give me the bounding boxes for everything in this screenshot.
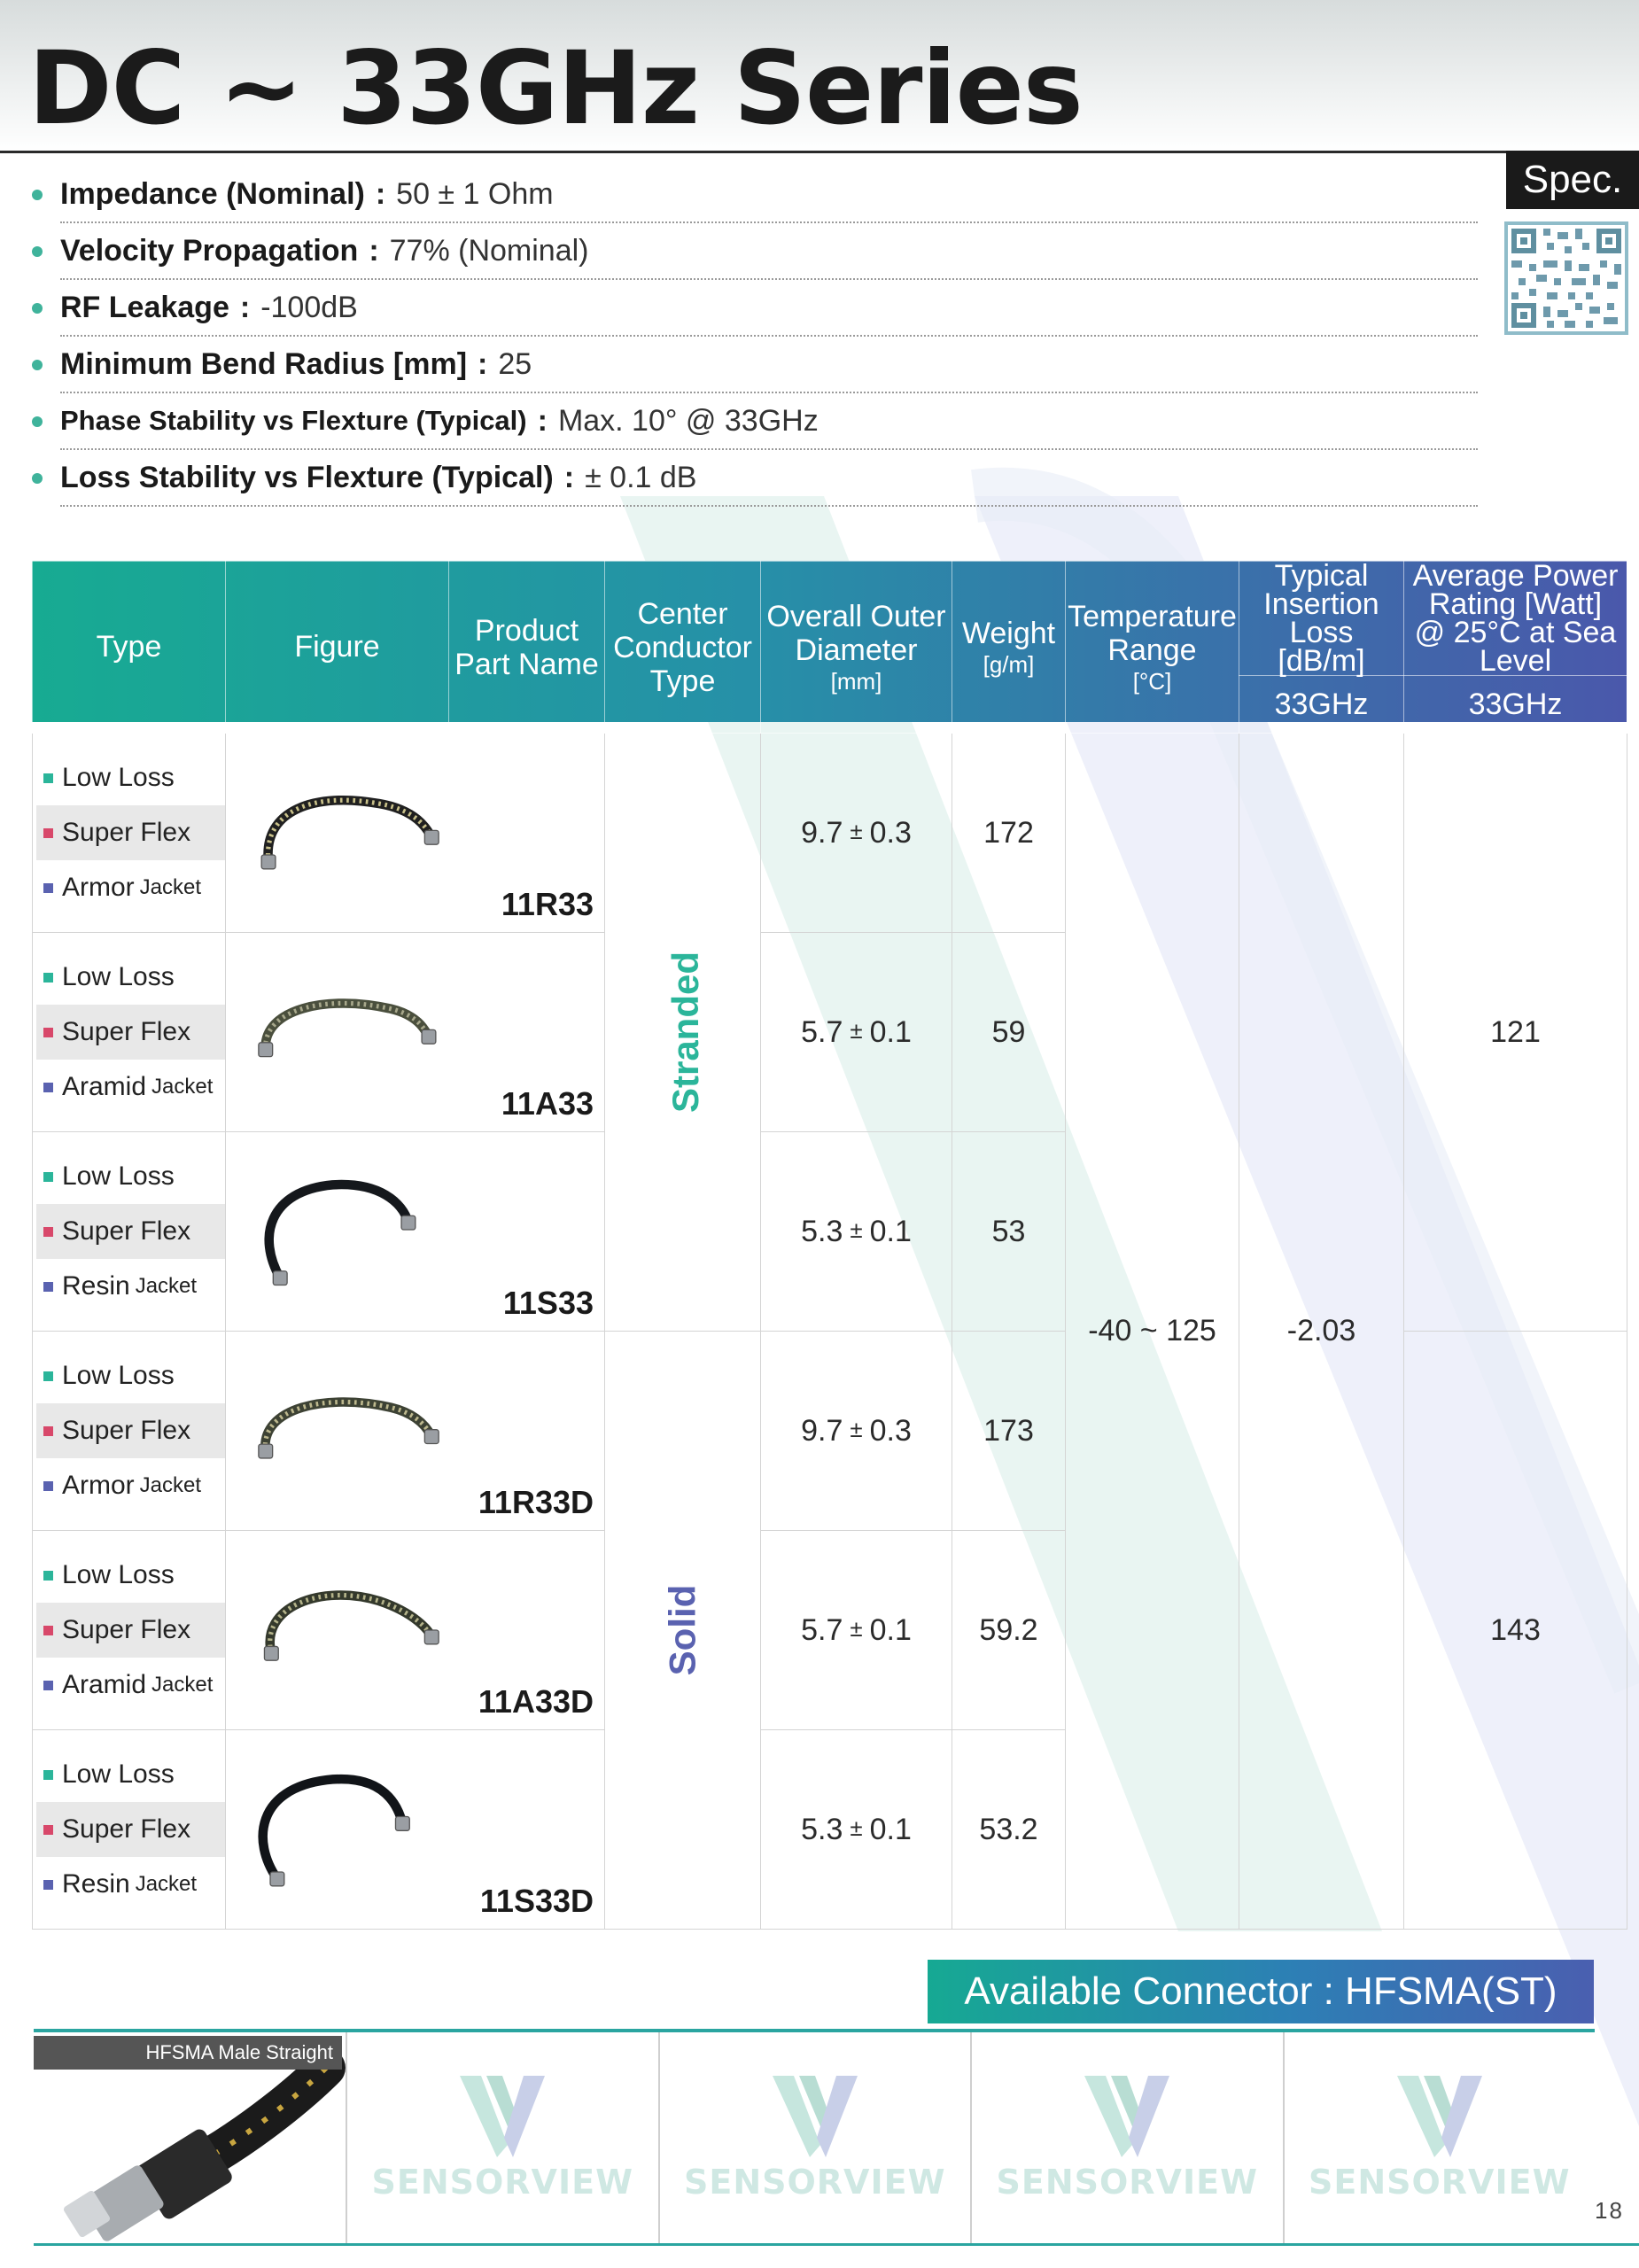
- type-text: Aramid: [62, 1072, 147, 1101]
- temperature-cell: -40 ~ 125: [1066, 734, 1239, 1930]
- tolerance-value: 0.1: [869, 1612, 912, 1647]
- type-cell: [33, 933, 226, 1132]
- type-line: [36, 950, 225, 1005]
- spec-item-velocity: [60, 223, 1478, 280]
- spec-separator: :: [239, 290, 251, 324]
- header-outer-diameter: [761, 562, 952, 734]
- header-type: Type: [33, 562, 226, 734]
- plus-minus-icon: ±: [850, 1614, 863, 1642]
- sensorview-watermark: SENSORVIEW: [371, 2163, 633, 2202]
- figure-cell[interactable]: [226, 1132, 605, 1332]
- figure-cell[interactable]: [226, 1730, 605, 1930]
- diameter-value: 5.7: [801, 1014, 843, 1049]
- title-divider: [0, 151, 1639, 153]
- type-line: [36, 1060, 225, 1115]
- header-product-part-name: [449, 562, 605, 734]
- type-line: [36, 1259, 225, 1314]
- header-text: Insertion Loss: [1263, 587, 1379, 649]
- tolerance-value: 0.1: [869, 1812, 912, 1846]
- type-text: Low Loss: [62, 1361, 175, 1390]
- square-bullet-icon: [43, 1172, 53, 1182]
- type-text: Super Flex: [62, 1416, 191, 1445]
- type-text: Low Loss: [62, 1161, 175, 1191]
- cable-image: [228, 935, 449, 1130]
- connector-end: [401, 1216, 416, 1230]
- type-line: [36, 860, 225, 915]
- header-text: Overall Outer: [766, 599, 946, 633]
- cable-image: [228, 1533, 449, 1728]
- cable-body: [265, 1402, 431, 1452]
- qr-code-icon[interactable]: [1504, 221, 1628, 335]
- conductor-label: Stranded: [664, 951, 707, 1114]
- outer-diameter-cell: [761, 1332, 952, 1531]
- connector-end: [395, 1817, 409, 1831]
- header-text: Rating [Watt]: [1428, 587, 1603, 621]
- conductor-label: Solid: [661, 1584, 703, 1676]
- type-text: Resin: [62, 1869, 130, 1899]
- type-line: [36, 1548, 225, 1603]
- connector-end: [424, 830, 439, 844]
- cable-body: [268, 800, 432, 862]
- type-text: Resin: [62, 1271, 130, 1301]
- bullet-icon: [32, 190, 43, 200]
- spec-item-bend-radius: [60, 337, 1478, 393]
- connector-placeholder: [1285, 2032, 1596, 2245]
- connector-end: [273, 1271, 287, 1285]
- figure-cell[interactable]: [226, 1531, 605, 1730]
- weight-cell: 59.2: [952, 1531, 1066, 1730]
- header-power-frequency: 33GHz: [1404, 676, 1627, 734]
- type-line: [36, 1458, 225, 1513]
- conductor-stranded: [605, 734, 761, 1332]
- spec-label: Phase Stability vs Flexture (Typical): [60, 405, 527, 436]
- tolerance-value: 0.1: [869, 1014, 912, 1049]
- jacket-text: Jacket: [151, 1075, 214, 1099]
- spec-separator: :: [375, 176, 386, 211]
- cable-image: [228, 1732, 449, 1927]
- power-rating-cell: 121: [1404, 734, 1627, 1332]
- spec-item-loss-stability: [60, 450, 1478, 507]
- plus-minus-icon: ±: [850, 1016, 863, 1044]
- figure-cell[interactable]: [226, 933, 605, 1132]
- square-bullet-icon: [43, 773, 53, 783]
- spec-separator: :: [537, 403, 548, 438]
- header-unit: [g/m]: [983, 650, 1035, 678]
- type-cell: [33, 1132, 226, 1332]
- outer-diameter-cell: [761, 1730, 952, 1930]
- header-unit: [°C]: [1132, 667, 1172, 695]
- page-title: DC ~ 33GHz Series: [28, 29, 1083, 147]
- header-text: @ 25°C at Sea Level: [1414, 616, 1617, 678]
- type-text: Low Loss: [62, 1560, 175, 1589]
- spec-item-rf-leakage: [60, 280, 1478, 337]
- connector-end: [270, 1872, 284, 1886]
- header-text: Conductor: [613, 630, 752, 664]
- part-name: 11A33D: [478, 1683, 594, 1720]
- header-text: Range: [1107, 633, 1197, 667]
- spec-label: RF Leakage: [60, 290, 229, 324]
- connector-photo-label: HFSMA Male Straight: [34, 2036, 342, 2070]
- spec-separator: :: [563, 460, 575, 494]
- diameter-value: 9.7: [801, 1413, 843, 1448]
- outer-diameter-cell: [761, 734, 952, 933]
- square-bullet-icon: [43, 973, 53, 983]
- spec-item-impedance: [60, 167, 1478, 223]
- sensorview-watermark: SENSORVIEW: [1309, 2163, 1571, 2202]
- jacket-text: Jacket: [139, 1473, 202, 1497]
- type-text: Low Loss: [62, 763, 175, 792]
- connector-end: [259, 1444, 273, 1458]
- square-bullet-icon: [43, 1481, 53, 1491]
- type-text: Super Flex: [62, 818, 191, 847]
- figure-cell[interactable]: [226, 1332, 605, 1531]
- spec-separator: :: [369, 233, 379, 268]
- spec-value: -100dB: [260, 290, 358, 324]
- type-line: [36, 1857, 225, 1912]
- header-unit: [mm]: [830, 667, 882, 695]
- bullet-icon: [32, 416, 43, 427]
- header-center-conductor-type: [605, 562, 761, 734]
- type-cell: [33, 1531, 226, 1730]
- type-text: Super Flex: [62, 1017, 191, 1046]
- diameter-value: 5.3: [801, 1812, 843, 1846]
- bullet-icon: [32, 473, 43, 484]
- table-body: [33, 734, 1627, 1930]
- square-bullet-icon: [43, 1028, 53, 1037]
- type-cell: [33, 1730, 226, 1930]
- connector-end: [264, 1646, 278, 1660]
- part-name: 11R33: [501, 886, 594, 922]
- spec-value: Max. 10° @ 33GHz: [557, 403, 819, 438]
- spec-label: Minimum Bend Radius [mm]: [60, 346, 468, 381]
- header-unit: [dB/m]: [1278, 644, 1365, 678]
- square-bullet-icon: [43, 1880, 53, 1890]
- spec-item-phase-stability: [60, 393, 1478, 450]
- outer-diameter-cell: [761, 933, 952, 1132]
- weight-cell: 172: [952, 734, 1066, 933]
- jacket-text: Jacket: [151, 1673, 214, 1697]
- spec-value: ± 0.1 dB: [585, 460, 697, 494]
- jacket-text: Jacket: [139, 875, 202, 899]
- type-text: Low Loss: [62, 962, 175, 991]
- spec-badge: Spec.: [1506, 151, 1639, 209]
- header-text: Part Name: [454, 647, 599, 681]
- header-figure: Figure: [226, 562, 449, 734]
- type-text: Super Flex: [62, 1814, 191, 1844]
- header-power-rating: [1404, 559, 1627, 678]
- connector-end: [424, 1630, 439, 1644]
- spec-label: Loss Stability vs Flexture (Typical): [60, 460, 554, 494]
- header-text: Average Power: [1412, 559, 1619, 593]
- type-line: [36, 805, 225, 860]
- weight-cell: 173: [952, 1332, 1066, 1531]
- weight-cell: 59: [952, 933, 1066, 1132]
- header-text: Weight: [961, 616, 1056, 650]
- part-name: 11S33D: [479, 1883, 594, 1919]
- conductor-solid: [605, 1332, 761, 1930]
- square-bullet-icon: [43, 1282, 53, 1292]
- square-bullet-icon: [43, 1426, 53, 1436]
- figure-cell[interactable]: [226, 734, 605, 933]
- plus-minus-icon: ±: [850, 1415, 863, 1442]
- type-line: [36, 1005, 225, 1060]
- spec-value: 25: [498, 346, 532, 381]
- cable-body: [269, 1184, 408, 1278]
- sensorview-logo-icon: [458, 2076, 547, 2157]
- cable-braid: [270, 1596, 432, 1654]
- plus-minus-icon: ±: [850, 1814, 863, 1841]
- type-text: Aramid: [62, 1670, 147, 1699]
- tolerance-value: 0.3: [869, 1413, 912, 1448]
- square-bullet-icon: [43, 1770, 53, 1780]
- jacket-text: Jacket: [135, 1872, 198, 1896]
- sensorview-logo-icon: [1395, 2076, 1484, 2157]
- type-text: Armor: [62, 873, 135, 902]
- weight-cell: 53: [952, 1132, 1066, 1332]
- diameter-value: 5.3: [801, 1214, 843, 1248]
- cable-body: [263, 1779, 403, 1879]
- spec-list: [32, 167, 1478, 507]
- cable-image: [228, 1134, 449, 1329]
- type-line: [36, 1747, 225, 1802]
- bullet-icon: [32, 303, 43, 314]
- type-line: [36, 1149, 225, 1204]
- tolerance-value: 0.1: [869, 1214, 912, 1248]
- power-rating-cell: 143: [1404, 1332, 1627, 1930]
- table-row: [33, 734, 1627, 933]
- connector-end: [259, 1043, 273, 1057]
- cable-image: [228, 1333, 449, 1528]
- sensorview-logo-icon: [771, 2076, 859, 2157]
- square-bullet-icon: [43, 1571, 53, 1581]
- spec-table: [32, 561, 1627, 1930]
- type-text: Super Flex: [62, 1615, 191, 1644]
- connector-end: [261, 855, 276, 869]
- spec-value: 77% (Nominal): [389, 233, 589, 268]
- type-text: Low Loss: [62, 1759, 175, 1789]
- type-cell: [33, 1332, 226, 1531]
- cable-image: [228, 735, 449, 930]
- bottom-divider: [34, 2243, 1639, 2246]
- type-line: [36, 1403, 225, 1458]
- type-line: [36, 1802, 225, 1857]
- connector-placeholder: [347, 2032, 660, 2245]
- connector-placeholder: [972, 2032, 1285, 2245]
- part-name: 11R33D: [478, 1484, 594, 1520]
- diameter-value: 9.7: [801, 815, 843, 850]
- square-bullet-icon: [43, 1681, 53, 1690]
- outer-diameter-cell: [761, 1531, 952, 1730]
- square-bullet-icon: [43, 1825, 53, 1835]
- header-text: Diameter: [795, 633, 918, 667]
- outer-diameter-cell: [761, 1132, 952, 1332]
- plus-minus-icon: ±: [850, 817, 863, 844]
- square-bullet-icon: [43, 1626, 53, 1635]
- bullet-icon: [32, 360, 43, 370]
- cable-body: [266, 1003, 429, 1049]
- jacket-text: Jacket: [135, 1274, 198, 1298]
- type-cell: [33, 734, 226, 933]
- connector-row: [34, 2032, 1595, 2245]
- type-text: Super Flex: [62, 1216, 191, 1246]
- connector-banner: Available Connector : HFSMA(ST): [928, 1960, 1594, 2023]
- header-weight: [952, 562, 1066, 734]
- plus-minus-icon: ±: [850, 1216, 863, 1243]
- sensorview-watermark: SENSORVIEW: [996, 2163, 1258, 2202]
- bullet-icon: [32, 246, 43, 257]
- sensorview-logo-icon: [1083, 2076, 1171, 2157]
- header-insertion-loss: [1239, 559, 1404, 678]
- weight-cell: 53.2: [952, 1730, 1066, 1930]
- sensorview-watermark: SENSORVIEW: [684, 2163, 946, 2202]
- spec-value: 50 ± 1 Ohm: [396, 176, 554, 211]
- header-text: Type: [649, 664, 716, 698]
- header-temperature-range: [1066, 562, 1239, 734]
- type-line: [36, 750, 225, 805]
- square-bullet-icon: [43, 883, 53, 893]
- tolerance-value: 0.3: [869, 815, 912, 850]
- type-line: [36, 1658, 225, 1713]
- connector-end: [422, 1029, 436, 1044]
- page-number: 18: [1595, 2197, 1624, 2224]
- square-bullet-icon: [43, 1371, 53, 1381]
- part-name: 11A33: [501, 1085, 594, 1122]
- header-text: Center: [637, 596, 728, 631]
- header-text: Typical: [1274, 559, 1369, 593]
- type-line: [36, 1204, 225, 1259]
- connector-placeholder: [660, 2032, 973, 2245]
- spec-separator: :: [478, 346, 488, 381]
- diameter-value: 5.7: [801, 1612, 843, 1647]
- connector-photo[interactable]: [34, 2032, 347, 2245]
- square-bullet-icon: [43, 1227, 53, 1237]
- header-text: Product: [474, 613, 579, 648]
- type-line: [36, 1603, 225, 1658]
- type-text: Armor: [62, 1471, 135, 1500]
- header-text: Temperature: [1068, 599, 1237, 633]
- header-loss-frequency: 33GHz: [1239, 676, 1404, 734]
- spec-label: Impedance (Nominal): [60, 176, 365, 211]
- spec-label: Velocity Propagation: [60, 233, 359, 268]
- part-name: 11S33: [502, 1285, 594, 1321]
- insertion-loss-cell: -2.03: [1239, 734, 1404, 1930]
- square-bullet-icon: [43, 1083, 53, 1092]
- type-line: [36, 1348, 225, 1403]
- connector-end: [424, 1430, 439, 1444]
- square-bullet-icon: [43, 828, 53, 838]
